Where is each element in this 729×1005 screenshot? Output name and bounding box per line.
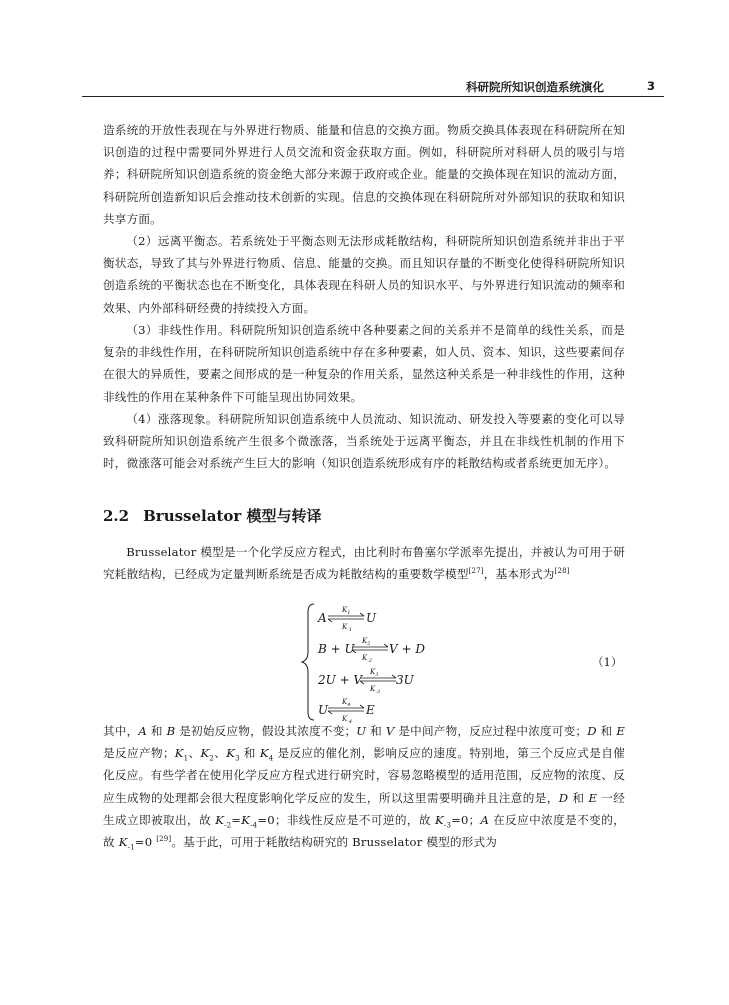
p6-text: 和 xyxy=(596,724,617,738)
sub-minus2: -2 xyxy=(224,821,232,830)
sub-1: 1 xyxy=(183,754,189,763)
sub-minus4: -4 xyxy=(250,821,258,830)
citation-27: [27] xyxy=(468,567,484,576)
p6-text: =0； xyxy=(451,812,481,827)
p6-text: 和 xyxy=(366,724,386,738)
var-d: D xyxy=(587,724,597,738)
p6-text: 、 xyxy=(214,746,227,761)
p5-text: Brusselator 模型是一个化学反应方程式，由比利时布鲁塞尔学派率先提出，并被认为可用于研究耗散结构，已经成为定量判断系统是否成为耗散结构的重要数学模型 xyxy=(103,545,625,582)
section-heading xyxy=(103,505,322,526)
p6-text: 是中间产物，反应过程中浓度可变； xyxy=(394,724,588,738)
sub-minus3: -3 xyxy=(443,821,452,830)
p6-text: 、 xyxy=(188,746,201,761)
var-e: E xyxy=(588,790,598,805)
reaction-equations xyxy=(300,600,450,725)
r4-reverse-arrow xyxy=(328,711,364,714)
r4-k-bot: $K_{-4}$ xyxy=(342,715,353,725)
var-k-minus3: K xyxy=(435,812,444,827)
r2-k-top: $K_2$ xyxy=(362,637,371,647)
citation-28: [28] xyxy=(554,567,570,576)
paragraph-3: （3）非线性作用。科研院所知识创造系统中各种要素之间的关系并不是简单的线性关系，而是复杂的非线性作用，在科研院所知识创造系统中存在多种要素，如人员、资本、知识，这些要素间存在很大的异质性，要素之间形成的是一种复杂的作用关系，显然这种关系是一种非线性的作用，这种非线性的作用在某种条件下可能呈现出协同效果。 xyxy=(103,323,625,404)
r2-left: B + U xyxy=(318,642,355,656)
p6-text: 是反应的催化剂，影响反应的速度。特别地，第三个反应式是自催化反应。有些学者在使用化学反应方程式进行研究时，容易忽略模型的适用范围，反应物的浓度、反应生成物的处理都会很大程度影响化学反应的发生，所以这里需要明确并且注意的是， xyxy=(103,746,625,805)
equation-brace xyxy=(302,604,314,720)
var-k-minus1: K xyxy=(118,835,128,850)
var-k2: K xyxy=(200,746,210,761)
section-title: Brusselator 模型与转译 xyxy=(143,507,322,525)
r1-k-top: $K_1$ xyxy=(342,606,351,616)
var-u: U xyxy=(356,724,367,738)
var-a: A xyxy=(138,724,147,738)
r4-k-top: $K_4$ xyxy=(342,698,351,708)
r3-k-top: $K_3$ xyxy=(370,668,379,678)
r2-reverse-arrow xyxy=(352,650,388,653)
p6-text: 。基于此，可用于耗散结构研究的 Brusselator 模型的形式为 xyxy=(171,835,498,850)
r4-right: E xyxy=(366,703,375,717)
p6-text: 其中， xyxy=(103,724,139,738)
sub-2: 2 xyxy=(209,754,214,763)
r3-right: 3U xyxy=(396,673,414,687)
p6-text: = xyxy=(231,812,242,827)
var-b: B xyxy=(166,724,176,738)
var-k-minus2: K xyxy=(215,812,225,827)
r1-reverse-arrow xyxy=(328,619,364,622)
sub-4: 4 xyxy=(268,754,274,763)
r1-k-bot: $K_{-1}$ xyxy=(342,623,353,633)
running-header-title: 科研院所知识创造系统演化 xyxy=(466,80,604,94)
p6-text: 和 xyxy=(147,724,167,738)
p6-text: 和 xyxy=(239,746,260,761)
var-k1: K xyxy=(174,746,184,761)
p6-text: 是反应产物； xyxy=(103,746,175,761)
sub-minus1: -1 xyxy=(127,843,135,852)
page-number: 3 xyxy=(647,79,656,93)
p6-text: 是初始反应物，假设其浓度不变； xyxy=(175,724,357,738)
p6-text: =0；非线性反应是不可逆的，故 xyxy=(257,812,436,827)
r1-right: U xyxy=(366,611,377,625)
r4-left: U xyxy=(318,703,329,717)
p5-text2: ，基本形式为 xyxy=(483,567,555,582)
p6-text: =0 xyxy=(134,835,157,850)
var-a: A xyxy=(480,812,490,827)
paragraph-4: （4）涨落现象。科研院所知识创造系统中人员流动、知识流动、研发投入等要素的变化可以导致科研院所知识创造系统产生很多个微涨落，当系统处于远离平衡态，并且在非线性机制的作用下时，微涨落可能会对系统产生巨大的影响（知识创造系统形成有序的耗散结构或者系统更加无序）。 xyxy=(103,412,625,471)
citation-29: [29] xyxy=(156,835,172,844)
var-v: V xyxy=(385,724,395,738)
paragraph-5 xyxy=(103,541,625,585)
p6-text: 一经生成立即被取出，故 xyxy=(103,790,625,827)
r1-left: A xyxy=(318,611,327,625)
paragraph-1: 造系统的开放性表现在与外界进行物质、能量和信息的交换方面。物质交换具体表现在科研院所在知识创造的过程中需要同外界进行人员交流和资金获取方面。例如，科研院所对科研人员的吸引与培养；科研院所知识创造系统的资金绝大部分来源于政府或企业。能量的交换体现在知识的流动方面，科研院所创造新知识后会推动技术创新的实现。信息的交换体现在科研院所对外部知识的获取和知识共享方面。 xyxy=(103,123,625,226)
r2-k-bot: $K_{-2}$ xyxy=(362,654,373,664)
var-d: D xyxy=(558,790,569,805)
r2-right: V + D xyxy=(389,642,425,656)
var-k3: K xyxy=(226,746,236,761)
p6-text: 和 xyxy=(568,790,589,805)
var-k-minus4: K xyxy=(241,812,251,827)
r3-k-bot: $K_{-3}$ xyxy=(370,685,381,695)
r3-left: 2U + V xyxy=(318,673,363,687)
equation-number: （1） xyxy=(592,655,623,669)
paragraph-2: （2）远离平衡态。若系统处于平衡态则无法形成耗散结构，科研院所知识创造系统并非出于平衡状态，导致了其与外界进行物质、信息、能量的交换。而且知识存量的不断变化使得科研院所知识创造系统的平衡状态也在不断变化，具体表现在科研人员的知识水平、与外界进行知识流动的频率和效果、内外部科研经费的持续投入方面。 xyxy=(103,234,625,315)
header-rule xyxy=(82,96,664,97)
r3-reverse-arrow xyxy=(360,681,396,684)
paragraph-6 xyxy=(103,720,625,853)
sub-3: 3 xyxy=(235,754,240,763)
var-e: E xyxy=(616,724,625,738)
section-number: 2.2 xyxy=(103,507,130,525)
var-k4: K xyxy=(259,746,269,761)
p6-text: 在反应中浓度是不变的，故 xyxy=(103,812,625,850)
